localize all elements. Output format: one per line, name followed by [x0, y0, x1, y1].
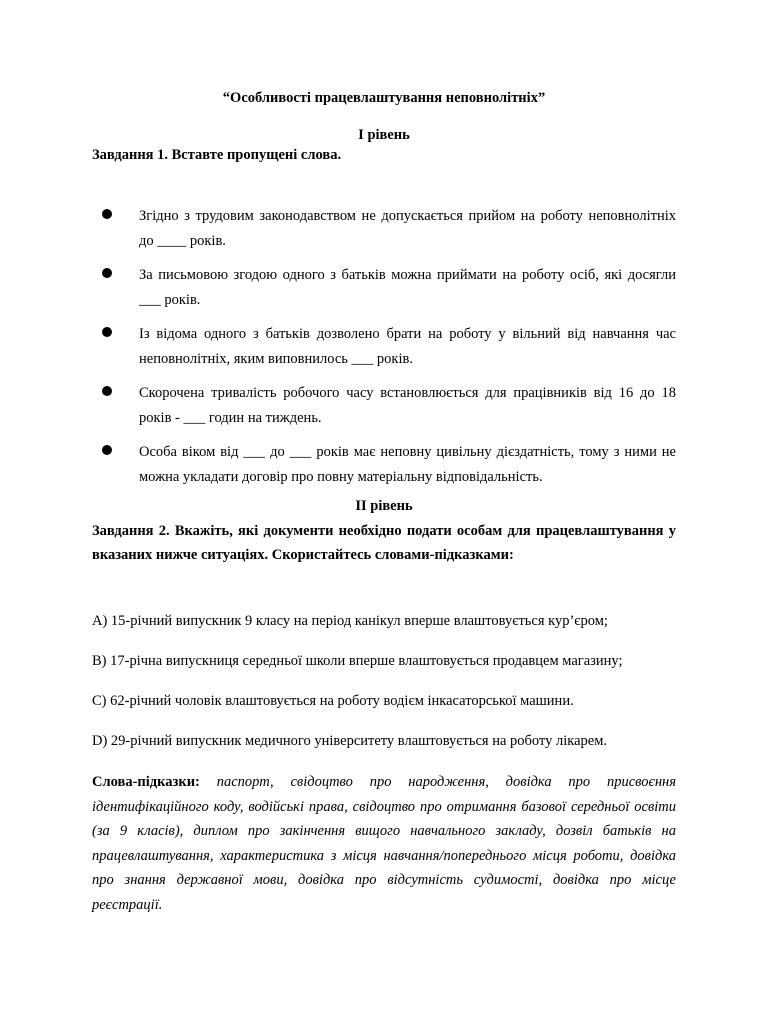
task-2-heading: Завдання 2. Вкажіть, які документи необхідно подати особам для працевлаштування у вказаних нижче ситуаціях. Скористайтесь словами-підказками: — [92, 523, 676, 563]
document-title: “Особливості працевлаштування неповнолітніх” — [222, 90, 546, 106]
list-item — [92, 204, 676, 254]
hints-text: паспорт, свідоцтво про народження, довідка про присвоєння ідентифікаційного коду, водійські права, свідоцтво про отримання базової середньої освіти (за 9 класів), диплом про закінчення вищого навчального закладу, дозвіл батьків на працевлаштування, характеристика з місця навчання/попереднього місця роботи, довідка про знання державної мови, довідка про відсутність судимості, довідка про місце реєстрації. — [92, 774, 676, 913]
bullet-icon — [102, 268, 112, 278]
hints-label: Слова-підказки: — [92, 774, 200, 790]
situation-d: D) 29-річний випускник медичного університету влаштовується на роботу лікарем. — [92, 733, 607, 749]
list-item-text: Особа віком від ___ до ___ років має неповну цивільну дієздатність, тому з ними не можна укладати договір про повну матеріальну відповідальність. — [139, 444, 676, 485]
bullet-icon — [102, 209, 112, 219]
list-item — [92, 322, 676, 372]
list-item-text: Згідно з трудовим законодавством не допускається прийом на роботу неповнолітніх до ____ років. — [139, 208, 676, 249]
hint-words-paragraph — [92, 770, 676, 917]
list-item — [92, 440, 676, 490]
situation-c: C) 62-річний чоловік влаштовується на роботу водієм інкасаторської машини. — [92, 693, 574, 709]
list-item-text: Із відома одного з батьків дозволено брати на роботу у вільний від навчання час неповнолітніх, яким виповнилось ___ років. — [139, 326, 676, 367]
list-item-text: За письмовою згодою одного з батьків можна приймати на роботу осіб, які досягли ___ років. — [139, 267, 676, 308]
list-item — [92, 381, 676, 431]
bullet-icon — [102, 327, 112, 337]
task-1-bullet-list — [92, 204, 676, 499]
list-item-text: Скорочена тривалість робочого часу встановлюється для працівників від 16 до 18 років - ___ годин на тиждень. — [139, 385, 676, 426]
task-1-heading: Завдання 1. Вставте пропущені слова. — [92, 147, 342, 163]
bullet-icon — [102, 445, 112, 455]
list-item — [92, 263, 676, 313]
situation-a: A) 15-річний випускник 9 класу на період канікул вперше влаштовується кур’єром; — [92, 613, 608, 629]
level-2-label: II рівень — [355, 498, 413, 514]
bullet-icon — [102, 386, 112, 396]
level-1-label: I рівень — [358, 127, 410, 143]
situation-b: B) 17-річна випускниця середньої школи вперше влаштовується продавцем магазину; — [92, 653, 623, 669]
